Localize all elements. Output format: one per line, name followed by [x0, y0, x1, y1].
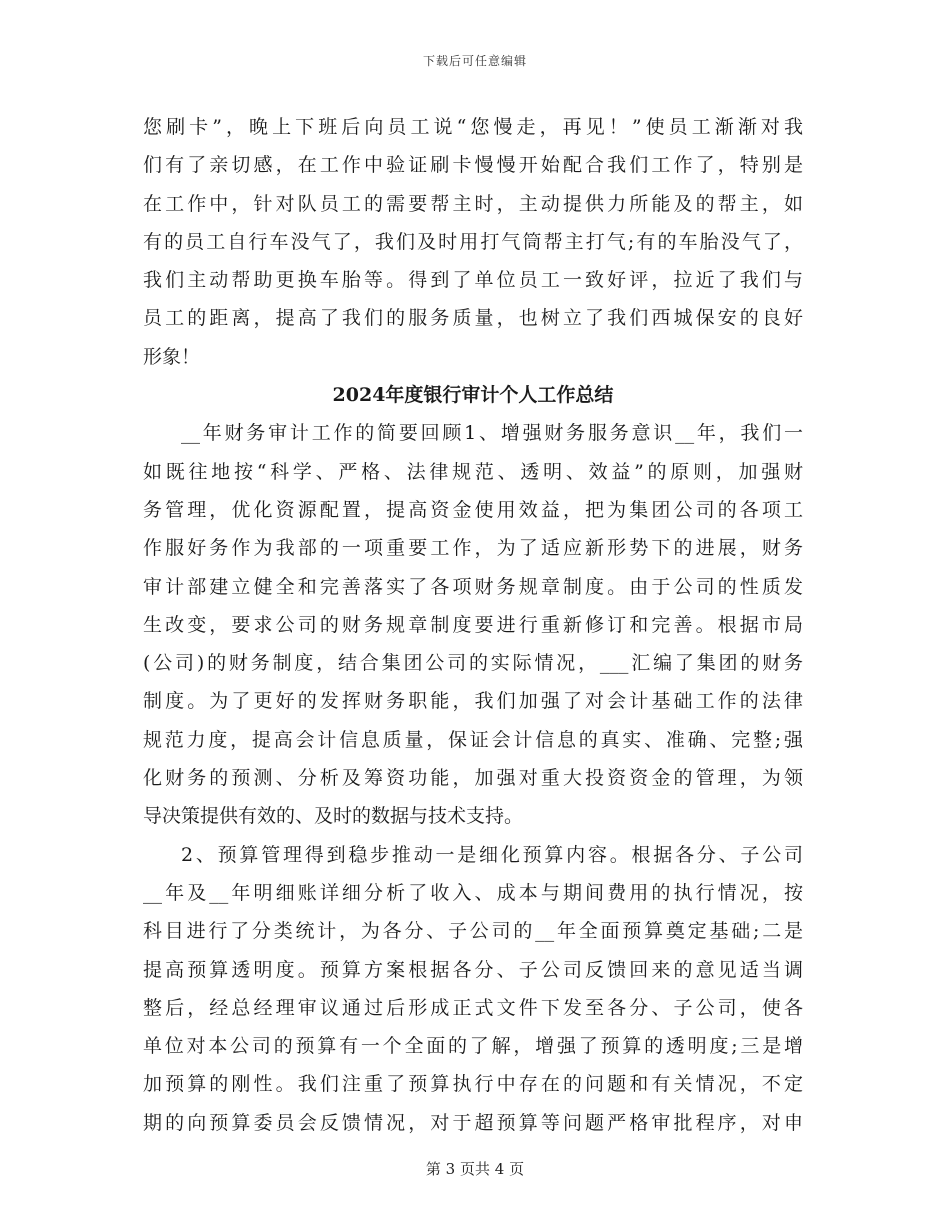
section-title: 2024年度银行审计个人工作总结 [332, 384, 614, 407]
text-line: 形象！ [143, 345, 201, 368]
text-line: 如既往地按“科学、严格、法律规范、透明、效益”的原则，加强财 [143, 460, 803, 483]
text-line: (公司)的财务制度，结合集团公司的实际情况，___汇编了集团的财务 [143, 652, 803, 675]
page-footer: 第 3 页共 4 页 [425, 1160, 525, 1178]
paragraph-1 [143, 108, 803, 376]
text-line: 作服好务作为我部的一项重要工作，为了适应新形势下的进展，财务 [143, 537, 803, 560]
text-line: 期的向预算委员会反馈情况，对于超预算等问题严格审批程序，对申 [143, 1111, 803, 1134]
text-line: 员工的距离，提高了我们的服务质量，也树立了我们西城保安的良好 [143, 307, 803, 330]
text-line: 您刷卡”，晚上下班后向员工说“您慢走，再见！”使员工渐渐对我 [143, 116, 803, 138]
text-line: 规范力度，提高会计信息质量，保证会计信息的真实、准确、完整;强 [143, 728, 803, 751]
text-line: __年及__年明细账详细分析了收入、成本与期间费用的执行情况，按 [143, 881, 803, 904]
paragraph-3 [143, 836, 803, 1142]
text-line: 在工作中，针对队员工的需要帮主时，主动提供力所能及的帮主，如 [143, 192, 803, 215]
text-line: 审计部建立健全和完善落实了各项财务规章制度。由于公司的性质发 [143, 575, 803, 598]
text-line: __年财务审计工作的简要回顾1、增强财务服务意识__年，我们一 [181, 422, 803, 445]
text-line: 务管理，优化资源配置，提高资金使用效益，把为集团公司的各项工 [143, 498, 803, 521]
text-line: 加预算的刚性。我们注重了预算执行中存在的问题和有关情况，不定 [143, 1073, 803, 1096]
text-line: 单位对本公司的预算有一个全面的了解，增强了预算的透明度;三是增 [143, 1035, 803, 1058]
text-line: 们有了亲切感，在工作中验证刷卡慢慢开始配合我们工作了，特别是 [143, 154, 803, 177]
header-note: 下载后可任意编辑 [422, 54, 527, 68]
document-body [143, 108, 803, 1142]
paragraph-2 [143, 414, 803, 835]
text-line: 科目进行了分类统计，为各分、子公司的__年全面预算奠定基础;二是 [143, 920, 803, 943]
text-line: 有的员工自行车没气了，我们及时用打气筒帮主打气;有的车胎没气了， [143, 230, 803, 253]
text-line: 我们主动帮助更换车胎等。得到了单位员工一致好评，拉近了我们与 [143, 269, 803, 292]
text-line: 提高预算透明度。预算方案根据各分、子公司反馈回来的意见适当调 [143, 958, 803, 981]
text-line: 化财务的预测、分析及筹资功能，加强对重大投资资金的管理，为领 [143, 767, 803, 790]
text-line: 整后，经总经理审议通过后形成正式文件下发至各分、子公司，使各 [143, 996, 803, 1019]
text-line: 2、预算管理得到稳步推动一是细化预算内容。根据各分、子公司 [181, 843, 803, 866]
text-line: 制度。为了更好的发挥财务职能，我们加强了对会计基础工作的法律 [143, 690, 803, 713]
text-line: 生改变，要求公司的财务规章制度要进行重新修订和完善。根据市局 [143, 613, 803, 636]
text-line: 导决策提供有效的、及时的数据与技术支持。 [143, 805, 524, 828]
